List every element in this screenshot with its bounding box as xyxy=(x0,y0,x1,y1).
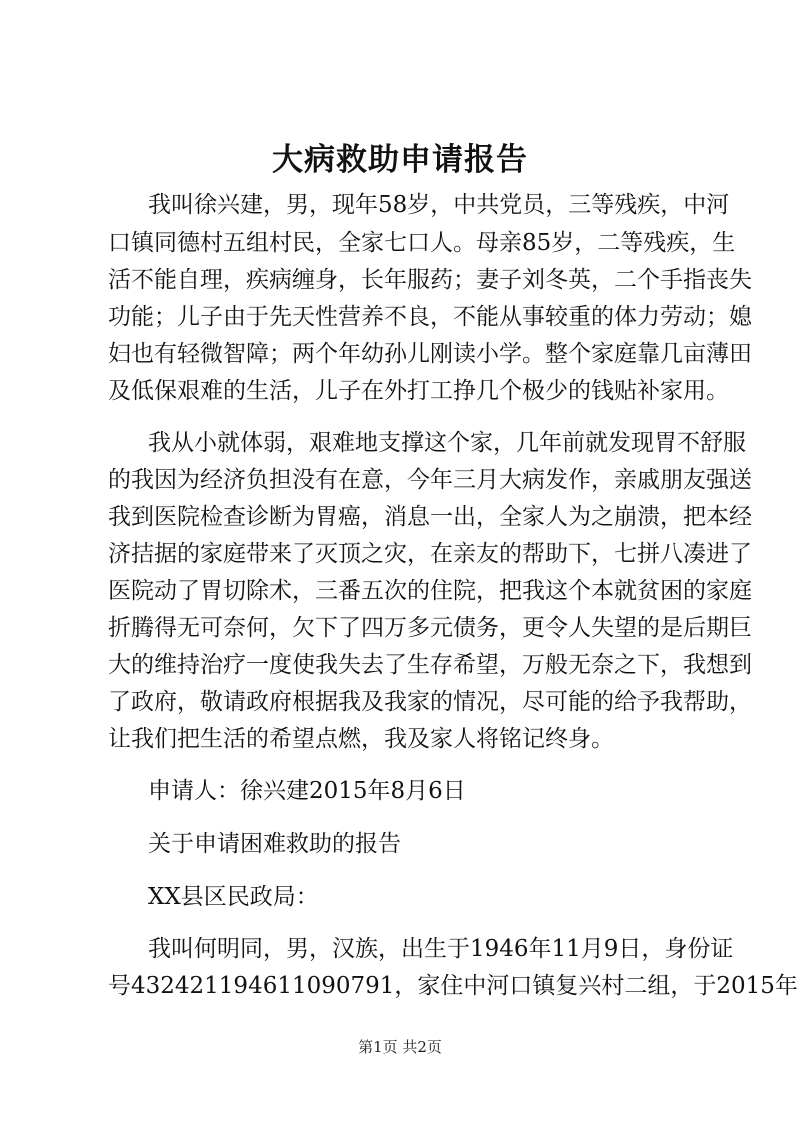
paragraph-line: 我叫徐兴建，男，现年58岁，中共党员，三等残疾，中河 xyxy=(148,192,730,218)
paragraph-line: 号432421194611090791，家住中河口镇复兴村二组，于2015年 xyxy=(108,973,798,999)
paragraph-line: 功能；儿子由于先天性营养不良，不能从事较重的体力劳动；媳 xyxy=(108,304,752,330)
paragraph-line: 济拮据的家庭带来了灭顶之灾，在亲友的帮助下，七拼八凑进了 xyxy=(108,541,752,567)
addressee: XX县区民政局： xyxy=(148,884,319,910)
paragraph-line: 医院动了胃切除术，三番五次的住院，把我这个本就贫困的家庭 xyxy=(108,578,752,604)
section-title: 关于申请困难救助的报告 xyxy=(148,831,401,857)
document-title: 大病救助申请报告 xyxy=(272,142,528,178)
paragraph-line: 活不能自理，疾病缠身，长年服药；妻子刘冬英，二个手指丧失 xyxy=(108,267,752,293)
paragraph-line: 折腾得无可奈何，欠下了四万多元债务，更令人失望的是后期巨 xyxy=(108,615,752,641)
paragraph-line: 妇也有轻微智障；两个年幼孙儿刚读小学。整个家庭靠几亩薄田 xyxy=(108,341,752,367)
paragraph-line: 的我因为经济负担没有在意，今年三月大病发作，亲戚朋友强送 xyxy=(108,467,752,493)
paragraph-line: 让我们把生活的希望点燃，我及家人将铭记终身。 xyxy=(108,726,614,752)
paragraph-line: 大的维持治疗一度使我失去了生存希望，万般无奈之下，我想到 xyxy=(108,652,752,678)
paragraph-line: 口镇同德村五组村民，全家七口人。母亲85岁，二等残疾，生 xyxy=(108,230,736,256)
paragraph-line: 及低保艰难的生活，儿子在外打工挣几个极少的钱贴补家用。 xyxy=(108,378,729,404)
paragraph-line: 我到医院检查诊断为胃癌，消息一出，全家人为之崩溃，把本经 xyxy=(108,504,752,530)
paragraph-line: 了政府，敬请政府根据我及我家的情况，尽可能的给予我帮助， xyxy=(108,689,752,715)
page-footer: 第1页 共2页 xyxy=(358,1038,442,1056)
paragraph-line: 我叫何明同，男，汉族，出生于1946年11月9日，身份证 xyxy=(148,936,734,962)
applicant-signature: 申请人：徐兴建2015年8月6日 xyxy=(148,778,466,804)
paragraph-line: 我从小就体弱，艰难地支撑这个家，几年前就发现胃不舒服 xyxy=(148,430,746,456)
